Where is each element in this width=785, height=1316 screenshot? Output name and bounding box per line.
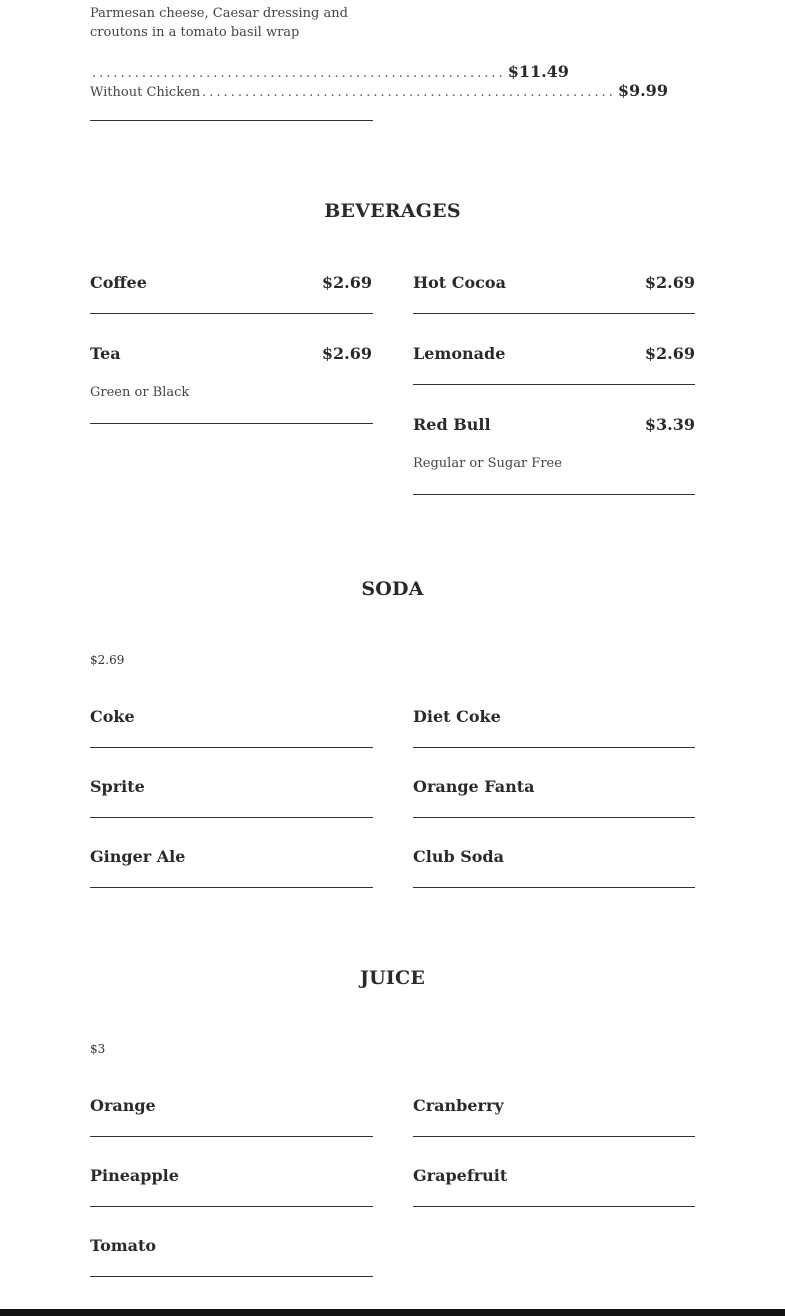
menu-item-description-red-bull: Regular or Sugar Free: [413, 456, 562, 471]
menu-item-name-red-bull: Red Bull: [413, 415, 491, 434]
divider: [413, 313, 695, 314]
divider: [90, 747, 373, 748]
divider: [90, 887, 373, 888]
menu-item-name-pineapple: Pineapple: [90, 1166, 179, 1185]
wrap-without-chicken-row: [90, 81, 668, 101]
menu-item-price-coffee: $2.69: [321, 273, 372, 292]
menu-item-price-tea: $2.69: [321, 344, 372, 363]
menu-item-price-hot-cocoa: $2.69: [644, 273, 695, 292]
divider: [413, 747, 695, 748]
wrap-description: Parmesan cheese, Caesar dressing and croutons in a tomato basil wrap: [90, 6, 348, 40]
divider: [413, 887, 695, 888]
divider: [90, 313, 373, 314]
menu-item-name-tea: Tea: [90, 344, 121, 363]
without-chicken-label: Without Chicken: [90, 85, 201, 100]
menu-item-name-coffee: Coffee: [90, 273, 147, 292]
divider: [90, 423, 373, 424]
menu-item-description-tea: Green or Black: [90, 385, 190, 400]
dot-leader: ..........................................................: [202, 85, 616, 100]
divider: [413, 494, 695, 495]
divider: [90, 120, 373, 121]
wrap-price-without-chicken: $9.99: [617, 81, 668, 100]
section-title-juice: JUICE: [359, 967, 426, 989]
menu-item-name-coke: Coke: [90, 707, 135, 726]
divider: [90, 1276, 373, 1277]
divider: [413, 817, 695, 818]
menu-item-name-lemonade: Lemonade: [413, 344, 506, 363]
menu-item-name-orange: Orange: [90, 1096, 156, 1115]
divider: [90, 1136, 373, 1137]
footer-bar: [0, 1309, 785, 1316]
menu-item-name-orange-fanta: Orange Fanta: [413, 777, 535, 796]
wrap-price-row: [90, 62, 569, 82]
dot-leader: ..........................................................: [92, 66, 506, 81]
menu-item-name-club-soda: Club Soda: [413, 847, 504, 866]
divider: [90, 817, 373, 818]
menu-item-name-diet-coke: Diet Coke: [413, 707, 501, 726]
menu-item-name-grapefruit: Grapefruit: [413, 1166, 508, 1185]
section-title-beverages: BEVERAGES: [324, 200, 461, 222]
menu-item-price-red-bull: $3.39: [644, 415, 695, 434]
divider: [90, 1206, 373, 1207]
section-title-soda: SODA: [361, 578, 424, 600]
menu-item-name-hot-cocoa: Hot Cocoa: [413, 273, 506, 292]
group-price-juice: $3: [90, 1042, 106, 1056]
divider: [413, 1206, 695, 1207]
menu-item-name-ginger-ale: Ginger Ale: [90, 847, 186, 866]
group-price-soda: $2.69: [90, 653, 125, 667]
menu-item-price-lemonade: $2.69: [644, 344, 695, 363]
divider: [413, 384, 695, 385]
menu-item-name-tomato: Tomato: [90, 1236, 157, 1255]
divider: [413, 1136, 695, 1137]
wrap-price-with-chicken: $11.49: [507, 62, 569, 81]
menu-item-name-sprite: Sprite: [90, 777, 145, 796]
menu-item-name-cranberry: Cranberry: [413, 1096, 504, 1115]
